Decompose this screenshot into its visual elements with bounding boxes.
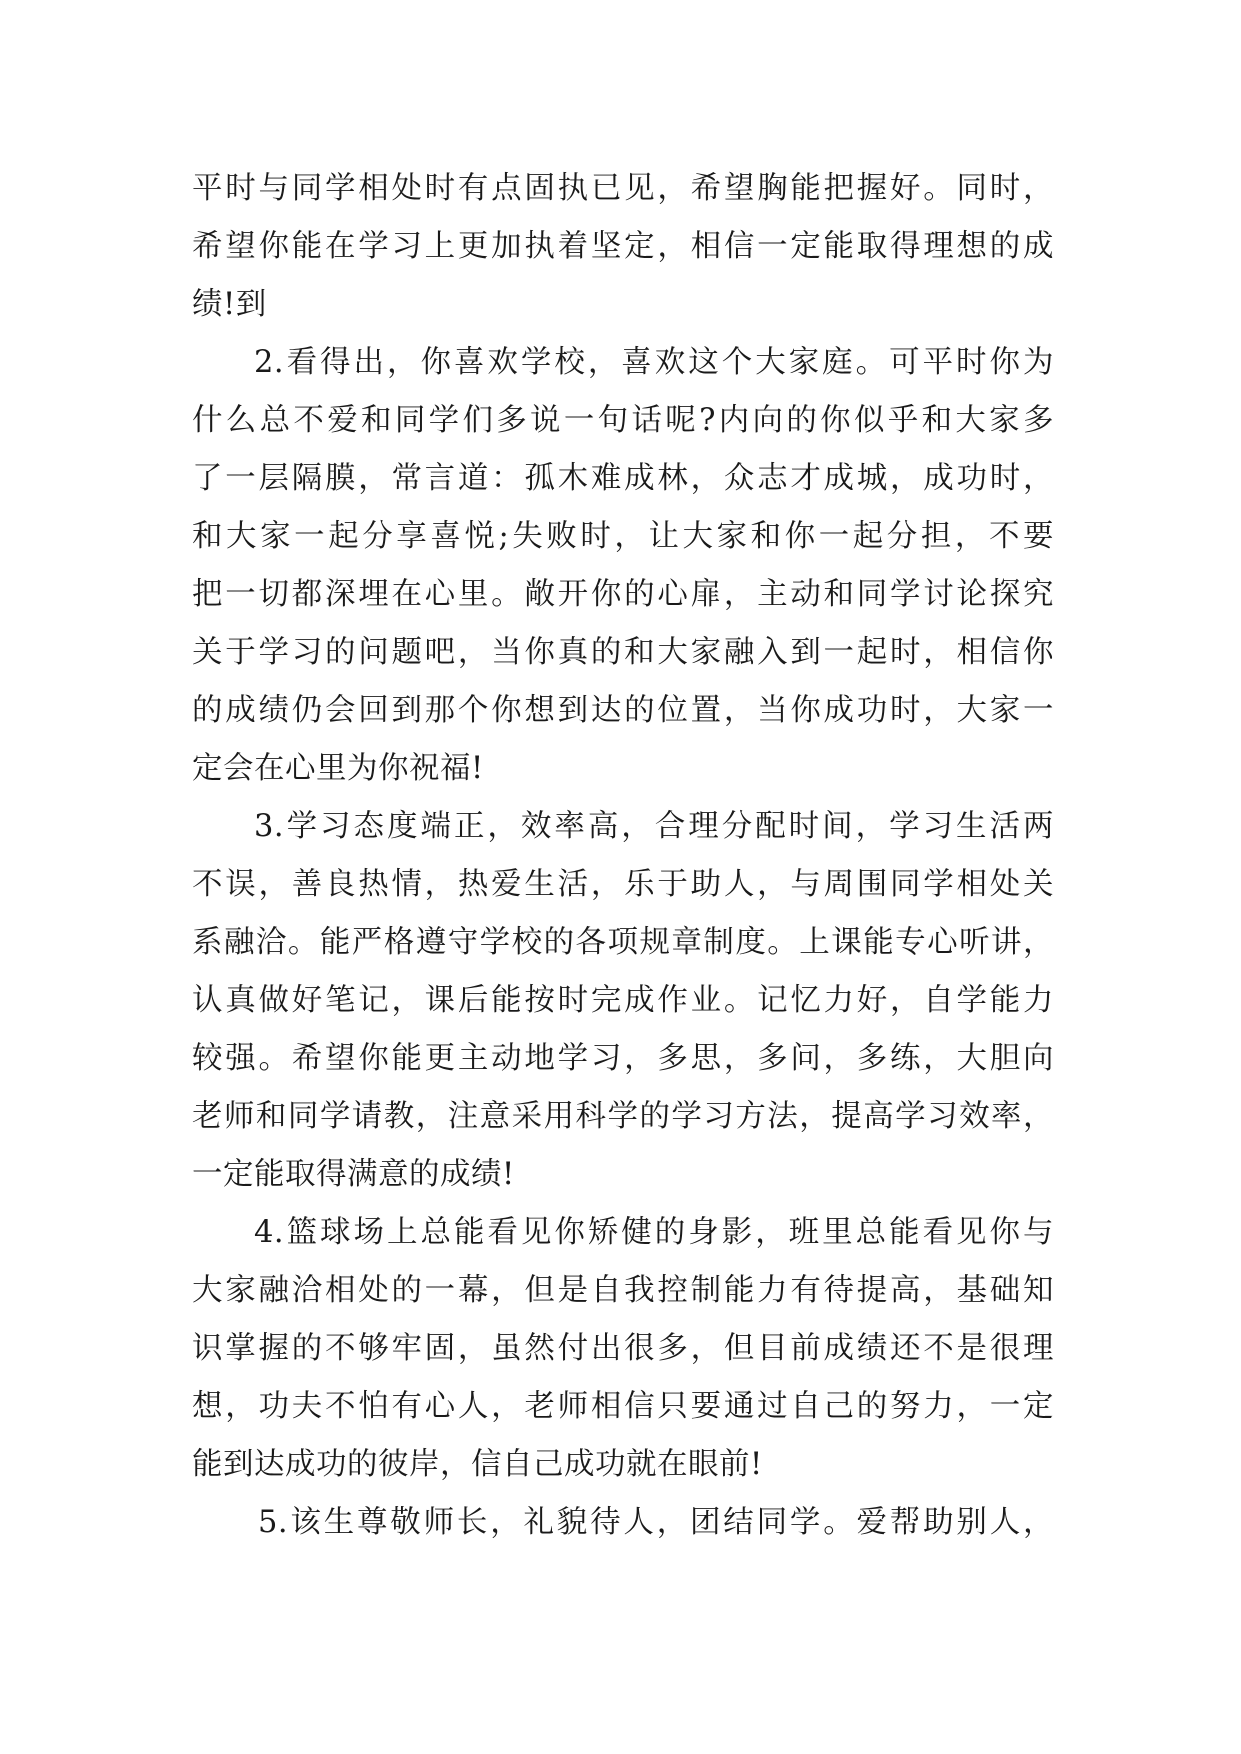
text-line: 老师和同学请教，注意采用科学的学习方法，提高学习效率，	[192, 1099, 1054, 1134]
text-line: 大家融洽相处的一幕，但是自我控制能力有待提高，基础知	[192, 1273, 1054, 1308]
document-body	[192, 160, 1054, 1552]
text-line: 了一层隔膜，常言道：孤木难成林，众志才成城，成功时，	[192, 461, 1054, 496]
paragraph-5-start: 5.该生尊敬师长，礼貌待人，团结同学。爱帮助别人，	[258, 1505, 1054, 1540]
paragraph-3-start: 3.学习态度端正，效率高，合理分配时间，学习生活两	[254, 809, 1054, 844]
text-line: 一定能取得满意的成绩!	[192, 1157, 515, 1192]
paragraph-4-start: 4.篮球场上总能看见你矫健的身影，班里总能看见你与	[254, 1215, 1054, 1250]
text-line: 把一切都深埋在心里。敞开你的心扉，主动和同学讨论探究	[192, 577, 1054, 612]
text-line: 和大家一起分享喜悦;失败时，让大家和你一起分担，不要	[192, 519, 1054, 554]
text-line: 的成绩仍会回到那个你想到达的位置，当你成功时，大家一	[192, 693, 1054, 728]
text-line: 定会在心里为你祝福!	[192, 751, 484, 786]
text-line: 希望你能在学习上更加执着坚定，相信一定能取得理想的成	[192, 229, 1054, 264]
text-line: 不误，善良热情，热爱生活，乐于助人，与周围同学相处关	[192, 867, 1054, 902]
text-line: 认真做好笔记，课后能按时完成作业。记忆力好，自学能力	[192, 983, 1054, 1018]
text-line: 关于学习的问题吧，当你真的和大家融入到一起时，相信你	[192, 635, 1054, 670]
text-line: 什么总不爱和同学们多说一句话呢?内向的你似乎和大家多	[192, 403, 1054, 438]
paragraph-2-start: 2.看得出，你喜欢学校，喜欢这个大家庭。可平时你为	[254, 345, 1054, 380]
text-line: 较强。希望你能更主动地学习，多思，多问，多练，大胆向	[192, 1041, 1054, 1076]
text-line: 系融洽。能严格遵守学校的各项规章制度。上课能专心听讲，	[192, 925, 1054, 960]
text-line: 想，功夫不怕有心人，老师相信只要通过自己的努力，一定	[192, 1389, 1054, 1424]
text-line: 绩!到	[192, 287, 267, 322]
text-line: 能到达成功的彼岸，信自己成功就在眼前!	[192, 1447, 763, 1482]
text-line: 识掌握的不够牢固，虽然付出很多，但目前成绩还不是很理	[192, 1331, 1054, 1366]
text-line: 平时与同学相处时有点固执已见，希望胸能把握好。同时，	[192, 171, 1054, 206]
